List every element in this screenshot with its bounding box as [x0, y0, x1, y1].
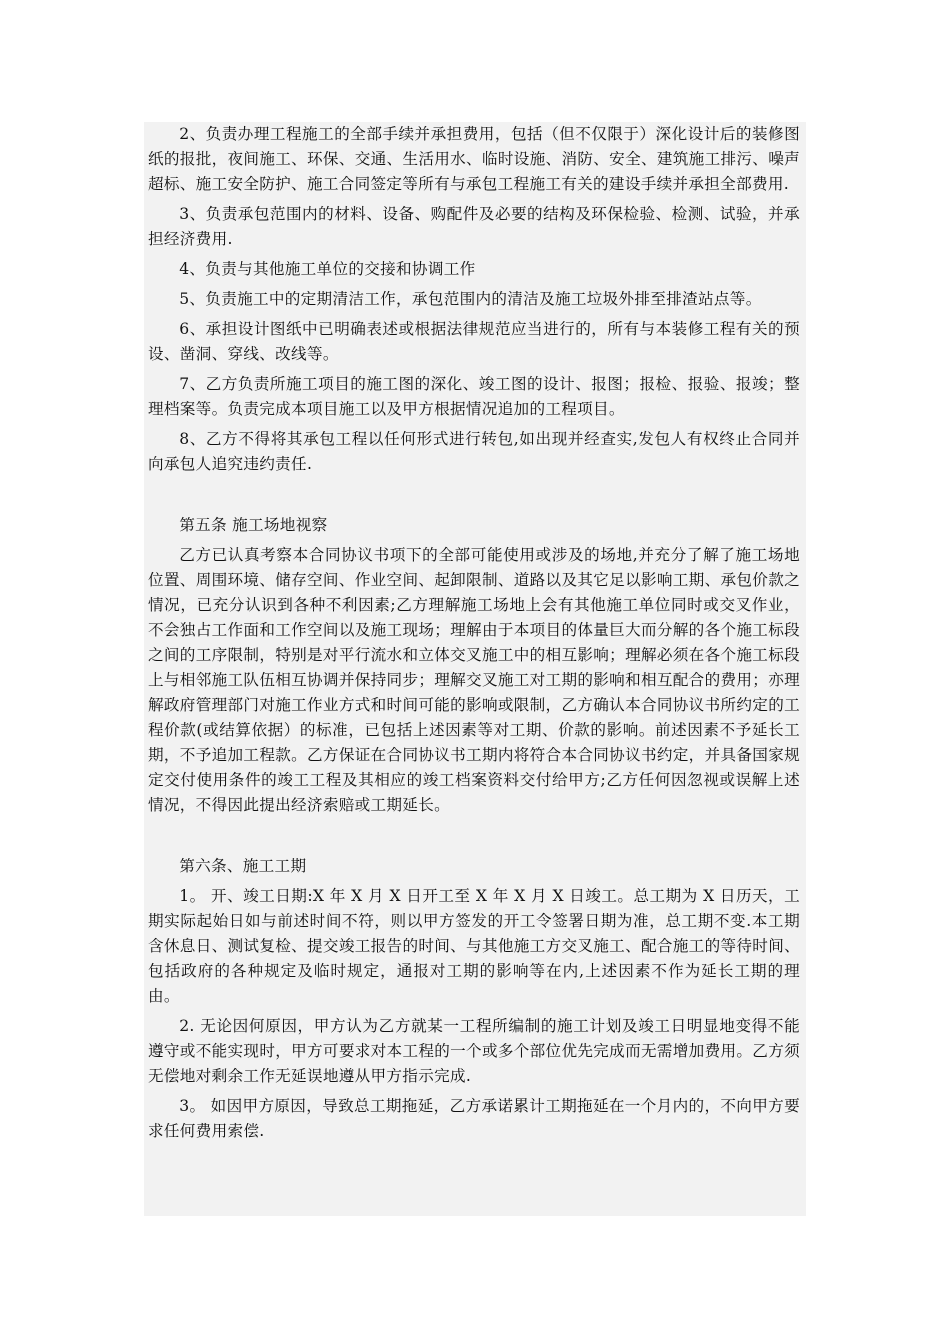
clause-8: 8、乙方不得将其承包工程以任何形式进行转包,如出现并经查实,发包人有权终止合同并向承包人追究违约责任.: [148, 430, 800, 473]
section-6-heading: 第六条、施工工期: [179, 857, 307, 875]
clause-4: 4、负责与其他施工单位的交接和协调工作: [179, 260, 476, 278]
section-6-item-3: 3。 如因甲方原因，导致总工期拖延，乙方承诺累计工期拖延在一个月内的，不向甲方要求任何费用索偿.: [148, 1097, 800, 1140]
clause-5: 5、负责施工中的定期清洁工作，承包范围内的清洁及施工垃圾外排至排渣站点等。: [179, 290, 762, 308]
clause-6: 6、承担设计图纸中已明确表述或根据法律规范应当进行的，所有与本装修工程有关的预设、凿洞、穿线、改线等。: [148, 320, 800, 363]
clause-7: 7、乙方负责所施工项目的施工图的深化、竣工图的设计、报图；报检、报验、报竣；整理档案等。负责完成本项目施工以及甲方根据情况追加的工程项目。: [148, 375, 800, 418]
section-6-item-2: 2. 无论因何原因，甲方认为乙方就某一工程所编制的施工计划及竣工日明显地变得不能遵守或不能实现时，甲方可要求对本工程的一个或多个部位优先完成而无需增加费用。乙方须无偿地对剩余工作无延误地遵从甲方指示完成.: [148, 1017, 800, 1085]
section-5-heading: 第五条 施工场地视察: [179, 516, 328, 534]
section-5-body: 乙方已认真考察本合同协议书项下的全部可能使用或涉及的场地,并充分了解了施工场地位置、周围环境、储存空间、作业空间、起卸限制、道路以及其它足以影响工期、承包价款之情况，已充分认识到各种不利因素;乙方理解施工场地上会有其他施工单位同时或交叉作业，不会独占工作面和工作空间以及施工现场；理解由于本项目的体量巨大而分解的各个施工标段之间的工序限制，特别是对平行流水和立体交叉施工中的相互影响；理解必须在各个施工标段上与相邻施工队伍相互协调并保持同步；理解交叉施工对工期的影响和相互配合的费用；亦理解政府管理部门对施工作业方式和时间可能的影响或限制，乙方确认本合同协议书所约定的工程价款(或结算依据）的标准，已包括上述因素等对工期、价款的影响。前述因素不予延长工期，不予追加工程款。乙方保证在合同协议书工期内将符合本合同协议书约定，并具备国家规定交付使用条件的竣工工程及其相应的竣工档案资料交付给甲方;乙方任何因忽视或误解上述情况，不得因此提出经济索赔或工期延长。: [148, 546, 800, 814]
document-body: [144, 122, 806, 1216]
clause-3: 3、负责承包范围内的材料、设备、购配件及必要的结构及环保检验、检测、试验，并承担经济费用.: [148, 205, 800, 248]
clause-2: 2、负责办理工程施工的全部手续并承担费用，包括（但不仅限于）深化设计后的装修图纸的报批，夜间施工、环保、交通、生活用水、临时设施、消防、安全、建筑施工排污、噪声超标、施工安全防护、施工合同签定等所有与承包工程施工有关的建设手续并承担全部费用.: [148, 125, 800, 193]
section-6-item-1: 1。 开、竣工日期:X 年 X 月 X 日开工至 X 年 X 月 X 日竣工。总工期为 X 日历天，工期实际起始日如与前述时间不符，则以甲方签发的开工令签署日期为准，总工期不变.本工期含休息日、测试复检、提交竣工报告的时间、与其他施工方交叉施工、配合施工的等待时间、包括政府的各种规定及临时规定，通报对工期的影响等在内,上述因素不作为延长工期的理由。: [148, 887, 800, 1005]
